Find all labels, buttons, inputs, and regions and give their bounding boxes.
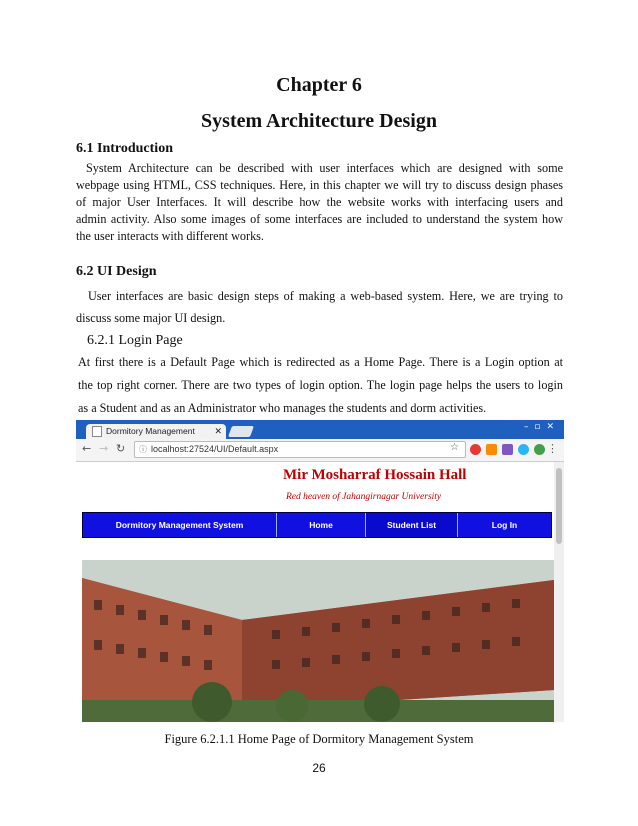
menu-icon: ⋮ <box>547 442 558 455</box>
address-bar <box>134 441 466 458</box>
hall-building-photo <box>82 560 554 722</box>
new-tab-icon <box>228 426 254 437</box>
site-nav-bar <box>82 512 552 538</box>
scrollbar-thumb <box>556 468 562 544</box>
section-heading-ui-design: 6.2 UI Design <box>76 264 157 279</box>
forward-icon: → <box>99 442 109 455</box>
extension-icon <box>502 444 513 455</box>
info-icon: ⓘ <box>139 445 147 454</box>
nav-home: Home <box>277 513 366 537</box>
text-line: as a Student and as an Administrator who manages the students and dorm activities. <box>78 401 487 415</box>
skype-icon <box>518 444 529 455</box>
site-title: Mir Mosharraf Hossain Hall <box>283 467 467 483</box>
page-icon <box>92 426 102 437</box>
window-controls-icon: –▫✕ <box>523 422 560 432</box>
figure-caption: Figure 6.2.1.1 Home Page of Dormitory Management System <box>164 732 474 746</box>
close-icon: ✕ <box>214 426 222 436</box>
web-page <box>76 462 554 722</box>
text-line: System Architecture can be described with user interfaces which are designed with some <box>86 161 563 175</box>
introduction-paragraph <box>76 160 563 245</box>
url-text: localhost:27524/UI/Default.aspx <box>151 444 279 454</box>
subsection-heading-login-page: 6.2.1 Login Page <box>87 333 183 348</box>
extension-icon <box>486 444 497 455</box>
chapter-title: System Architecture Design <box>201 110 437 132</box>
nav-dormitory-management-system: Dormitory Management System <box>83 513 277 537</box>
opera-icon <box>470 444 481 455</box>
text-line: webpage using HTML, CSS techniques. Here, in this chapter we will try to discuss design phases <box>76 178 563 192</box>
browser-toolbar <box>76 439 564 462</box>
section-heading-introduction: 6.1 Introduction <box>76 141 173 156</box>
text-line: the top right corner. There are two types of login option. The login page helps the users to login <box>78 378 563 392</box>
text-line: of major User Interfaces. It will describe how the website works with interfacing users and <box>76 195 563 209</box>
text-line: the user interacts with different works. <box>76 229 264 243</box>
chapter-number: Chapter 6 <box>276 74 362 96</box>
text-line: At first there is a Default Page which is redirected as a Home Page. There is a Login option at <box>78 355 563 369</box>
text-line: User interfaces are basic design steps of making a web-based system. Here, we are trying to <box>88 289 563 303</box>
browser-screenshot <box>76 420 564 722</box>
nav-log-in: Log In <box>491 520 518 530</box>
back-icon: ← <box>82 442 92 455</box>
bookmark-star-icon: ☆ <box>450 442 459 453</box>
browser-tab <box>86 424 226 439</box>
site-tagline: Red heaven of Jahangirnagar University <box>286 492 442 502</box>
tab-title: Dormitory Management <box>106 426 195 436</box>
reload-icon: ↻ <box>116 442 126 455</box>
ui-design-paragraph <box>76 288 563 327</box>
extension-icon <box>534 444 545 455</box>
page-number: 26 <box>312 761 326 775</box>
text-line: discuss some major UI design. <box>76 311 226 325</box>
login-page-paragraph <box>78 354 563 417</box>
browser-tab-bar <box>76 420 564 439</box>
nav-student-list: Student List <box>366 513 458 537</box>
text-line: admin activity. Also some images of some interfaces are included to understand the system how <box>76 212 563 226</box>
